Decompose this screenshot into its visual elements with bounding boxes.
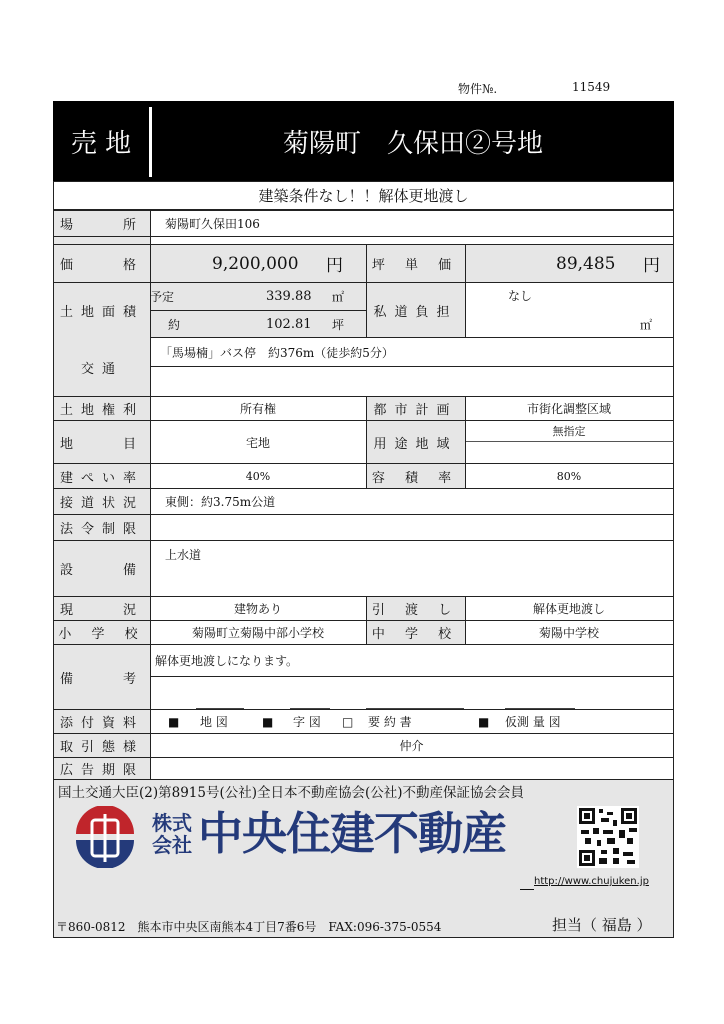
- qr-code[interactable]: [577, 806, 639, 868]
- private-road-label: 私道負担: [373, 304, 458, 320]
- attachment-map-mark: ■: [168, 714, 180, 729]
- legal-value: [165, 515, 665, 540]
- transaction-value: 仲介: [399, 739, 424, 753]
- tsubo-price-label: 坪 単 価: [371, 258, 460, 273]
- company-prefix-1: 株式: [152, 811, 192, 835]
- remarks-label: 備 考: [59, 671, 144, 687]
- land-area-line2-value: 102.81: [266, 316, 312, 332]
- coverage-label: 建ぺい率: [59, 470, 144, 486]
- land-category-label: 地 目: [59, 436, 144, 452]
- junior-high-value: 菊陽中学校: [538, 626, 599, 640]
- ad-period-value: [165, 758, 665, 779]
- price-label: 価 格: [59, 258, 144, 273]
- status-value: 建物あり: [233, 602, 282, 616]
- price-value: 9,200,000: [212, 253, 299, 274]
- location-label: 場 所: [59, 218, 144, 233]
- legal-label: 法令制限: [59, 522, 144, 537]
- land-area-line1-unit: ㎡: [332, 290, 345, 304]
- zoning-value: 無指定: [552, 425, 586, 438]
- land-rights-value: 所有権: [239, 402, 276, 416]
- handover-label: 引 渡 し: [371, 603, 460, 618]
- private-road-value: なし: [508, 288, 533, 303]
- property-no: 11549: [572, 80, 611, 94]
- transaction-label: 取引態様: [59, 740, 144, 755]
- license-text: 国土交通大臣(2)第8915号(公社)全日本不動産協会(公社)不動産保証協会会員: [58, 785, 525, 801]
- road-access-value: 東側：約3.75m公道: [165, 495, 276, 509]
- tsubo-price-value: 89,485: [556, 253, 616, 274]
- property-no-label: 物件№.: [458, 82, 498, 96]
- company-prefix-2: 会社: [152, 833, 192, 857]
- attachment-survey: 仮測 量 図: [505, 715, 561, 729]
- attachment-plot-mark: ■: [262, 714, 274, 729]
- land-category-value: 宅地: [245, 435, 270, 450]
- attachment-summary-mark: □: [342, 714, 354, 729]
- land-area-line2-unit: 坪: [332, 317, 345, 332]
- title-property-name: 菊陽町 久保田②号地: [282, 128, 543, 159]
- company-name: 中央住建不動産: [198, 807, 507, 860]
- transport-label: 交通: [80, 361, 123, 377]
- banner: 建築条件なし！！解体更地渡し: [53, 181, 674, 210]
- transport-value: 「馬場楠」バス停 約376m（徒歩約5分）: [160, 345, 394, 360]
- coverage-value: 40%: [245, 469, 271, 483]
- elementary-label: 小 学 校: [58, 627, 146, 642]
- land-area-label: 土地面積: [59, 304, 144, 320]
- ad-period-label: 広告期限: [59, 763, 144, 778]
- far-value: 80%: [556, 469, 582, 483]
- facilities-label: 設 備: [59, 563, 144, 578]
- private-road-unit: ㎡: [640, 317, 653, 332]
- tsubo-price-unit: 円: [643, 256, 660, 276]
- attachment-survey-mark: ■: [478, 714, 490, 729]
- title-category: 売 地: [70, 128, 132, 159]
- company-address: 〒860-0812 熊本市中央区南熊本4丁目7番6号 FAX:096-375-0554: [56, 920, 442, 934]
- city-plan-label: 都市計画: [373, 403, 458, 418]
- attachments-label: 添付資料: [59, 716, 144, 731]
- handover-value: 解体更地渡し: [532, 602, 605, 616]
- land-area-line1-value: 339.88: [266, 289, 312, 304]
- company-url[interactable]: http://www.chujuken.jp: [534, 876, 649, 887]
- status-label: 現 況: [59, 603, 144, 618]
- junior-high-label: 中 学 校: [371, 627, 460, 642]
- url-underline: [520, 889, 534, 890]
- price-unit: 円: [326, 256, 343, 276]
- road-access-label: 接道状況: [59, 496, 144, 511]
- attachment-map: 地 図: [200, 715, 228, 729]
- far-label: 容 積 率: [371, 470, 460, 486]
- location-value: 菊陽町久保田106: [165, 217, 260, 231]
- city-plan-value: 市街化調整区域: [526, 402, 611, 416]
- remarks-value: 解体更地渡しになります。: [155, 654, 299, 668]
- attachment-summary: 要 約 書: [368, 715, 412, 729]
- zoning-label: 用途地域: [373, 436, 458, 452]
- land-area-line1-prefix: 予定: [150, 290, 175, 304]
- company-logo-mark: [72, 806, 138, 868]
- elementary-value: 菊陽町立菊陽中部小学校: [191, 626, 324, 640]
- land-rights-label: 土地権利: [59, 403, 144, 418]
- staff-name: 担当（ 福島 ）: [552, 916, 652, 934]
- facilities-value: 上水道: [165, 547, 202, 562]
- land-area-line2-prefix: 約: [168, 317, 181, 332]
- attachment-plot: 字 図: [293, 715, 321, 729]
